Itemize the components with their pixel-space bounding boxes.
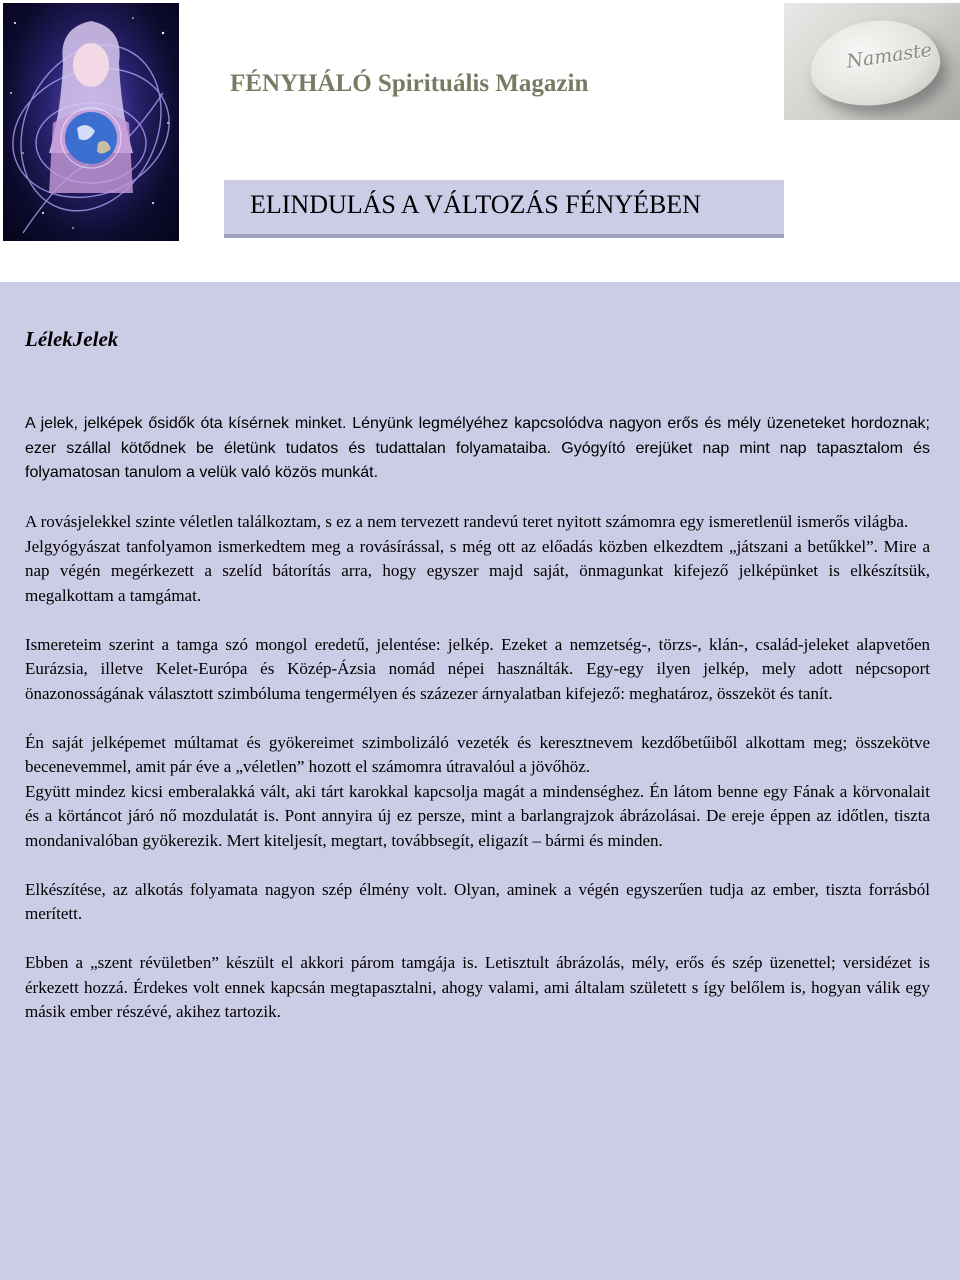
section-title: LélekJelek (25, 327, 119, 351)
paragraph: A rovásjelekkel szinte véletlen találkoztam, s ez a nem tervezett randevú teret nyitott számomra egy ismeretlenül ismerős világba. (25, 512, 909, 531)
paragraph: Ismereteim szerint a tamga szó mongol eredetű, jelentése: jelkép. Ezeket a nemzetség-, törzs-, klán-, család-jeleket alapvetően Eurázsia, illetve Kelet-Európa és Közép-Ázsia nomád népei használták. Egy-egy ilyen jelkép, mely adott népcsoport önazonosságának választott szimbóluma tengermélyen és százezer árnyalatban kifejező: meghatároz, összeköt és tanít. (25, 634, 930, 703)
paragraph: Elkészítése, az alkotás folyamata nagyon szép élmény volt. Olyan, aminek a végén egyszerűen tudja az ember, tiszta forrásból merített. (25, 879, 930, 923)
cosmic-woman-image (3, 3, 179, 241)
paragraph: Én saját jelképemet múltamat és gyökereimet szimbolizáló vezeték és keresztnevem kezdőbetűiből alkottam meg; összekötve becenevemmel, amit pár éve a „véletlen” hozott el számomra útravalóul a jövőhöz. (25, 732, 930, 776)
article-body (25, 412, 930, 1025)
site-title: FÉNYHÁLÓ Spirituális Magazin (230, 70, 589, 97)
paragraph: Ebben a „szent révületben” készült el akkori párom tamgája is. Letisztult ábrázolás, mély, erős és szép üzenettel; versidézet is érkezett hozzá. Érdekes volt ennek kapcsán megtapasztalni, ahogy valami, ami általam született s így belőlem is, hogyan válik egy másik ember részévé, akihez tartozik. (25, 953, 930, 1021)
paragraph: Együtt mindez kicsi emberalakká vált, aki tárt karokkal kapcsolja magát a mindenséghez. Én látom benne egy Fának a körvonalait és a körtáncot járó nő mozdulatát is. Pont annyira új ez persze, mint a barlangrajzok ábrázolásai. De ereje éppen az időtlen, tiszta mondanivalóban gyökerezik. Mert kiteljesít, megtart, továbbsegít, eligazít – bármi és minden. (25, 781, 930, 850)
article-content (0, 282, 960, 1280)
article-title-box (224, 180, 784, 238)
stone-shape (805, 12, 945, 113)
article-title: ELINDULÁS A VÁLTOZÁS FÉNYÉBEN (250, 190, 701, 219)
namaste-stone-image (784, 3, 960, 120)
paragraph: A jelek, jelképek ősidők óta kísérnek minket. Lényünk legmélyéhez kapcsolódva nagyon erős és mély üzeneteket hordoznak; ezer szállal kötődnek be életünk tudatos és tudattalan folyamataiba. Gyógyító erejüket nap mint nap tapasztalom és folyamatosan tanulom a velük való közös munkát. (25, 415, 930, 481)
paragraph: Jelgyógyászat tanfolyamon ismerkedtem meg a rovásírással, s még ott az előadás közben elkezdtem „játszani a betűkkel”. Mire a nap végén megérkezett a szelíd bátorítás arra, hogy egyszer majd saját, önmagunkat kifejező jelképünket is elkészítsük, megalkottam a tamgámat. (25, 536, 930, 605)
stone-engraving: Namaste (845, 39, 934, 73)
page-header (0, 0, 960, 282)
